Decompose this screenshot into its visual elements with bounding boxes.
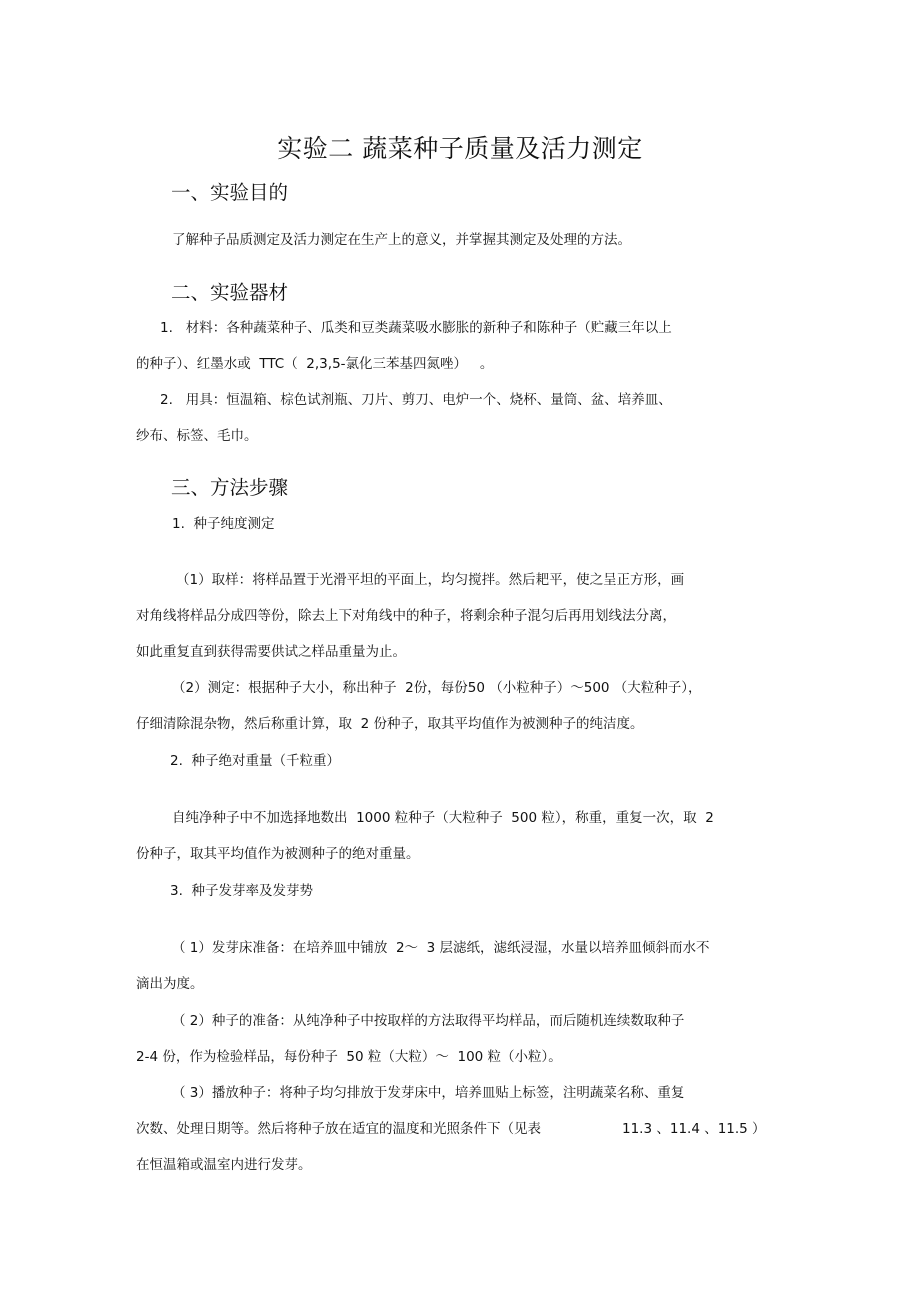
paragraph-line: 1. 材料：各种蔬菜种子、瓜类和豆类蔬菜吸水膨胀的新种子和陈种子（贮藏三年以上 bbox=[160, 320, 672, 336]
paragraph-line: 次数、处理日期等。然后将种子放在适宜的温度和光照条件下（见表 bbox=[136, 1121, 541, 1137]
section-heading-materials: 二、实验器材 bbox=[171, 281, 289, 304]
paragraph-line: 在恒温箱或温室内进行发芽。 bbox=[136, 1157, 312, 1173]
paragraph-line: 份种子，取其平均值作为被测种子的绝对重量。 bbox=[136, 846, 420, 862]
subheading-germination: 3. 种子发芽率及发芽势 bbox=[170, 883, 313, 899]
paragraph-line: 了解种子品质测定及活力测定在生产上的意义，并掌握其测定及处理的方法。 bbox=[172, 232, 631, 248]
subheading-purity: 1. 种子纯度测定 bbox=[172, 516, 275, 532]
paragraph-line: （ 3）播放种子：将种子均匀排放于发芽床中，培养皿贴上标签，注明蔬菜名称、重复 bbox=[172, 1085, 685, 1101]
paragraph-line: （1）取样：将样品置于光滑平坦的平面上，均匀搅拌。然后耙平，使之呈正方形，画 bbox=[176, 572, 685, 588]
table-reference: 11.3 、11.4 、11.5 ） bbox=[622, 1121, 766, 1137]
paragraph-line: 自纯净种子中不加选择地数出 1000 粒种子（大粒种子 500 粒），称重，重复一次，取 2 bbox=[172, 810, 714, 826]
paragraph-line: 对角线将样品分成四等份，除去上下对角线中的种子，将剩余种子混匀后再用划线法分离， bbox=[136, 608, 676, 624]
paragraph-line: 仔细清除混杂物，然后称重计算，取 2 份种子，取其平均值作为被测种子的纯洁度。 bbox=[136, 716, 644, 732]
subheading-thousand-seed-weight: 2. 种子绝对重量（千粒重） bbox=[170, 753, 340, 769]
paragraph-line: 如此重复直到获得需要供试之样品重量为止。 bbox=[136, 644, 406, 660]
section-heading-methods: 三、方法步骤 bbox=[171, 476, 289, 499]
paragraph-line: （2）测定：根据种子大小，称出种子 2份，每份50 （小粒种子）～500 （大粒种子）， bbox=[172, 680, 702, 696]
paragraph-line: （ 1）发芽床准备：在培养皿中铺放 2～ 3 层滤纸，滤纸浸湿，水量以培养皿倾斜而水不 bbox=[172, 940, 710, 956]
paragraph-line: 2. 用具：恒温箱、棕色试剂瓶、刀片、剪刀、电炉一个、烧杯、量筒、盆、培养皿、 bbox=[160, 392, 672, 408]
paragraph-line: 滴出为度。 bbox=[136, 976, 204, 992]
document-title: 实验二 蔬菜种子质量及活力测定 bbox=[277, 134, 643, 163]
paragraph-line: 纱布、标签、毛巾。 bbox=[136, 428, 258, 444]
paragraph-line: 的种子）、红墨水或 TTC（ 2,3,5-氯化三苯基四氮唑） 。 bbox=[136, 356, 494, 372]
paragraph-line: （ 2）种子的准备：从纯净种子中按取样的方法取得平均样品，而后随机连续数取种子 bbox=[172, 1013, 685, 1029]
section-heading-purpose: 一、实验目的 bbox=[171, 181, 289, 204]
paragraph-line: 2-4 份，作为检验样品，每份种子 50 粒（大粒）～ 100 粒（小粒）。 bbox=[136, 1049, 562, 1065]
